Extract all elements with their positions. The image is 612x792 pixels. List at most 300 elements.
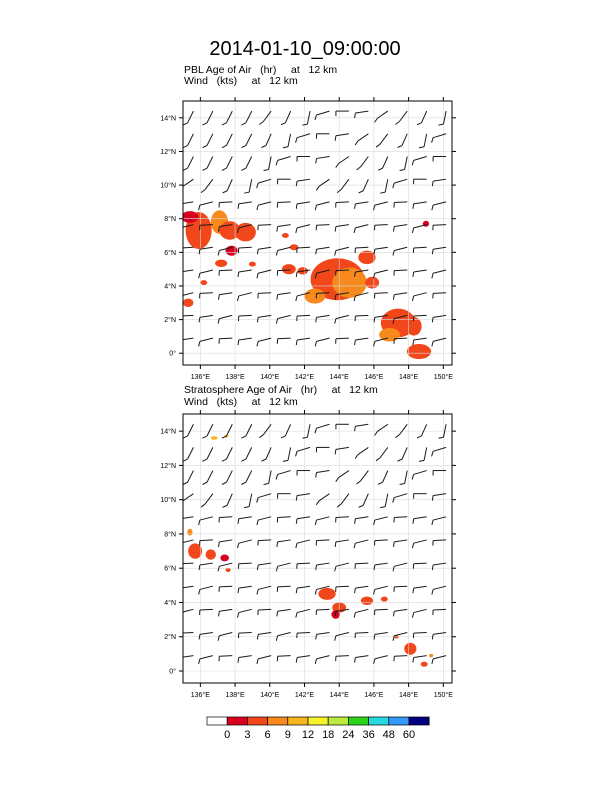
wind-barb <box>278 338 291 339</box>
wind-barb <box>258 563 271 565</box>
wind-barb-feather <box>238 204 239 209</box>
wind-barb-feather <box>257 249 258 254</box>
wind-barb <box>226 471 232 483</box>
wind-barb <box>219 202 232 203</box>
wind-barb <box>375 563 388 565</box>
shaded-region <box>188 543 202 558</box>
x-tick-label: 136°E <box>190 374 210 381</box>
shaded-region <box>282 233 289 238</box>
wind-barb <box>246 156 252 168</box>
wind-barb <box>316 632 329 634</box>
shaded-region <box>181 211 198 223</box>
wind-barb <box>246 134 252 146</box>
wind-barb <box>200 540 213 541</box>
wind-barb <box>433 586 446 589</box>
wind-barb <box>355 632 368 633</box>
wind-barb <box>341 494 349 504</box>
colorbar-label: 3 <box>244 729 251 741</box>
wind-barb-feather <box>393 183 395 188</box>
colorbar-swatch <box>348 717 368 725</box>
wind-barb <box>188 471 194 483</box>
wind-barb-feather <box>357 481 361 484</box>
wind-barb <box>316 656 329 659</box>
wind-barb-feather <box>380 507 385 508</box>
wind-barb <box>258 293 271 294</box>
wind-barb-feather <box>296 613 297 618</box>
wind-barb <box>361 156 369 166</box>
wind-barb <box>336 656 349 657</box>
wind-barb-feather <box>400 169 405 170</box>
wind-barb <box>414 540 427 543</box>
wind-barb <box>288 134 291 147</box>
shaded-region <box>187 529 192 536</box>
wind-barb-feather <box>276 566 277 571</box>
wind-barb-feather <box>276 160 278 165</box>
wind-barb <box>180 563 193 564</box>
wind-barb-feather <box>335 251 336 256</box>
wind-barb <box>394 540 407 542</box>
wind-barb <box>258 586 271 589</box>
wind-barb <box>433 447 446 451</box>
wind-barb <box>316 424 329 428</box>
wind-barb-feather <box>296 451 298 456</box>
wind-barb <box>433 225 446 226</box>
wind-barb <box>219 656 232 657</box>
wind-barb <box>200 586 213 589</box>
wind-barb-feather <box>296 272 297 277</box>
wind-barb-feather <box>264 484 269 485</box>
shaded-region <box>423 221 429 227</box>
wind-barb-feather <box>203 168 208 170</box>
wind-barb <box>394 563 407 566</box>
wind-barb <box>316 315 329 317</box>
wind-barb <box>358 134 368 141</box>
wind-barb-feather <box>412 474 414 479</box>
wind-barb-feather <box>316 317 317 322</box>
wind-barb <box>316 609 329 610</box>
x-tick-label: 142°E <box>294 374 315 381</box>
wind-barb-feather <box>257 634 258 639</box>
wind-barb <box>394 609 407 611</box>
wind-barb <box>399 111 407 121</box>
wind-barb-feather <box>412 296 413 301</box>
y-tick-label: 12°N <box>160 462 176 470</box>
y-tick-label: 6°N <box>164 249 176 257</box>
wind-barb <box>433 494 446 496</box>
wind-barb <box>414 517 427 519</box>
panel2-subtitle: Wind (kts) at 12 km <box>184 396 298 408</box>
wind-barb-feather <box>413 340 414 345</box>
wind-barb-feather <box>359 191 364 193</box>
wind-barb <box>258 517 271 520</box>
wind-barb-feather <box>296 296 297 301</box>
x-tick-label: 142°E <box>294 692 315 699</box>
colorbar-label: 60 <box>402 729 416 741</box>
wind-barb <box>200 656 213 659</box>
y-tick-label: 8°N <box>164 216 176 224</box>
wind-barb <box>414 315 427 316</box>
wind-barb <box>414 338 427 340</box>
wind-barb <box>200 202 213 205</box>
wind-barb-feather <box>315 115 317 120</box>
wind-barb <box>258 632 271 634</box>
wind-barb-feather <box>179 296 180 301</box>
wind-barb-feather <box>257 659 258 664</box>
wind-barb <box>433 656 446 659</box>
wind-barb-feather <box>432 520 433 525</box>
wind-barb <box>377 111 387 118</box>
wind-barb-feather <box>432 317 433 322</box>
wind-barb <box>207 111 213 123</box>
wind-barb <box>249 494 252 507</box>
wind-barb <box>219 563 232 566</box>
wind-barb <box>266 134 271 146</box>
wind-barb-feather <box>199 565 200 570</box>
wind-barb-feather <box>315 659 316 664</box>
wind-barb <box>219 632 232 635</box>
wind-barb-feather <box>316 158 317 163</box>
wind-barb-feather <box>276 474 278 479</box>
x-tick-label: 136°E <box>190 692 210 699</box>
wind-barb-feather <box>183 123 188 125</box>
wind-barb <box>394 225 407 227</box>
wind-barb <box>297 656 310 658</box>
x-tick-label: 148°E <box>399 692 419 699</box>
wind-barb-feather <box>223 191 228 193</box>
wind-barb <box>355 225 368 228</box>
wind-barb-feather <box>203 145 208 147</box>
wind-barb-feather <box>335 227 336 232</box>
wind-barb-feather <box>241 145 246 147</box>
wind-barb-feather <box>199 634 200 639</box>
colorbar-label: 12 <box>301 729 315 741</box>
wind-barb-feather <box>296 204 297 209</box>
wind-barb <box>358 447 368 454</box>
wind-barb <box>278 156 291 160</box>
wind-barb-feather <box>376 458 380 461</box>
wind-barb-feather <box>203 123 208 125</box>
wind-barb-feather <box>203 459 208 461</box>
wind-barb-feather <box>355 455 358 459</box>
colorbar <box>207 717 429 741</box>
wind-barb <box>336 247 349 250</box>
wind-barb <box>385 494 388 507</box>
wind-barb <box>394 656 407 657</box>
wind-barb <box>355 586 368 588</box>
wind-barb-feather <box>316 501 319 505</box>
wind-barb <box>316 247 329 249</box>
wind-barb-feather <box>375 431 378 435</box>
figure-title: 2014-01-10_09:00:00 <box>209 38 401 60</box>
wind-barb-feather <box>412 228 413 233</box>
wind-barb-feather <box>276 251 277 256</box>
wind-barb <box>297 540 310 543</box>
shaded-region <box>381 596 388 601</box>
wind-barb <box>239 247 252 248</box>
x-tick-label: 138°E <box>225 692 245 699</box>
x-tick-label: 144°E <box>329 692 349 699</box>
wind-barb-feather <box>241 436 246 438</box>
wind-barb <box>394 494 407 498</box>
wind-barb-feather <box>432 451 434 456</box>
wind-barb-feather <box>283 147 288 148</box>
wind-barb-feather <box>393 611 394 616</box>
wind-barb <box>394 517 407 518</box>
wind-barb <box>336 447 349 449</box>
wind-barb <box>375 609 388 610</box>
wind-barb-feather <box>222 123 227 125</box>
wind-barb <box>355 315 368 316</box>
wind-barb-feather <box>432 181 433 186</box>
x-tick-label: 150°E <box>433 374 453 381</box>
wind-barb <box>278 293 291 295</box>
shaded-region <box>304 288 325 303</box>
colorbar-label: 48 <box>382 729 395 741</box>
wind-barb-feather <box>180 519 181 524</box>
wind-barb <box>297 247 310 248</box>
wind-barb <box>433 517 446 520</box>
wind-barb <box>336 517 349 518</box>
wind-barb-feather <box>219 542 220 547</box>
wind-barb <box>414 156 427 160</box>
wind-barb <box>433 134 446 138</box>
wind-barb <box>402 134 407 146</box>
wind-barb <box>414 471 427 475</box>
wind-barb <box>297 202 310 204</box>
wind-barb <box>433 338 446 341</box>
wind-barb-feather <box>438 437 443 438</box>
wind-barb <box>200 315 213 317</box>
wind-barb <box>226 156 232 168</box>
wind-barb-feather <box>199 341 200 346</box>
wind-barb-feather <box>359 505 364 507</box>
wind-barb <box>375 540 388 541</box>
wind-barb-feather <box>413 588 414 593</box>
wind-barb <box>316 338 329 341</box>
wind-barb-feather <box>335 136 336 141</box>
wind-barb-feather <box>281 436 286 438</box>
wind-barb <box>239 586 252 588</box>
wind-barb <box>405 156 408 169</box>
wind-barb <box>414 609 427 612</box>
x-tick-label: 140°E <box>260 692 280 699</box>
wind-barb <box>188 424 194 436</box>
wind-barb <box>316 202 329 205</box>
wind-barb <box>405 471 408 484</box>
wind-barb-feather <box>296 588 297 593</box>
wind-barb-feather <box>417 123 422 125</box>
wind-barb <box>297 494 310 496</box>
wind-barb-feather <box>199 317 200 322</box>
wind-barb <box>219 517 232 518</box>
colorbar-label: 24 <box>342 729 355 741</box>
wind-barb <box>375 202 388 205</box>
wind-barb-feather <box>180 272 181 277</box>
wind-barb <box>285 111 290 123</box>
wind-barb-feather <box>393 498 395 503</box>
wind-barb-feather <box>180 340 181 345</box>
y-tick-label: 2°N <box>164 634 176 642</box>
wind-barb <box>239 540 252 543</box>
wind-barb <box>336 225 349 227</box>
wind-barb <box>355 247 368 248</box>
wind-barb <box>361 471 369 481</box>
wind-barb-feather <box>296 519 297 524</box>
wind-barb <box>355 517 368 519</box>
wind-barb <box>258 270 271 273</box>
y-tick-label: 14°N <box>160 428 176 436</box>
wind-barb <box>258 225 271 226</box>
wind-barb <box>307 424 310 437</box>
wind-barb-feather <box>398 459 403 461</box>
wind-barb-feather <box>223 505 228 507</box>
wind-barb-feather <box>179 228 180 233</box>
wind-barb <box>180 517 193 519</box>
wind-barb-feather <box>354 228 355 233</box>
wind-barb <box>336 632 349 635</box>
wind-barb-feather <box>432 565 433 570</box>
wind-barb <box>443 424 446 437</box>
wind-barb <box>297 315 310 316</box>
wind-barb-feather <box>355 340 356 345</box>
colorbar-swatch <box>227 717 247 725</box>
wind-barb-feather <box>257 498 259 503</box>
wind-barb <box>414 247 427 248</box>
wind-barb <box>226 134 232 146</box>
colorbar-swatch <box>247 717 267 725</box>
wind-barb-feather <box>201 504 205 507</box>
wind-barb-feather <box>315 520 316 525</box>
wind-barb-feather <box>218 566 219 571</box>
wind-barb <box>394 338 407 339</box>
wind-barb-feather <box>302 437 307 438</box>
wind-barb-feather <box>222 168 227 170</box>
wind-barb-feather <box>203 482 208 484</box>
wind-barb <box>188 447 194 459</box>
wind-barb-feather <box>296 543 297 548</box>
wind-barb-feather <box>219 295 220 300</box>
wind-barb <box>383 471 388 483</box>
wind-barb-feather <box>354 613 355 618</box>
wind-barb-feather <box>241 482 246 484</box>
wind-barb-feather <box>257 317 258 322</box>
wind-barb <box>394 586 407 587</box>
wind-barb <box>180 270 193 272</box>
wind-barb-feather <box>257 341 258 346</box>
y-tick-label: 4°N <box>164 599 176 607</box>
wind-barb-feather <box>241 459 246 461</box>
wind-barb <box>375 517 388 520</box>
wind-barb <box>278 563 291 566</box>
x-tick-label: 140°E <box>260 374 280 381</box>
wind-barb-feather <box>378 168 383 170</box>
wind-barb <box>336 315 349 318</box>
wind-barb <box>414 656 427 658</box>
wind-barb-feather <box>179 543 180 548</box>
y-tick-label: 6°N <box>164 565 176 573</box>
wind-barb <box>219 270 232 271</box>
wind-barb-feather <box>413 272 414 277</box>
wind-barb <box>239 609 252 612</box>
wind-barb-feather <box>257 205 258 210</box>
wind-barb-feather <box>277 611 278 616</box>
wind-barb-feather <box>201 190 205 193</box>
wind-barb-feather <box>203 436 208 438</box>
wind-barb <box>219 586 232 587</box>
wind-barb <box>414 563 427 564</box>
wind-barb-feather <box>432 659 433 664</box>
wind-barb <box>336 202 349 203</box>
wind-barb <box>278 225 291 227</box>
wind-barb <box>180 609 193 612</box>
wind-barb <box>297 447 310 451</box>
colorbar-label: 6 <box>264 729 271 741</box>
wind-barb <box>339 471 349 478</box>
wind-barb <box>200 632 213 634</box>
wind-barb-feather <box>257 565 258 570</box>
wind-barb-feather <box>219 611 220 616</box>
wind-barb <box>316 517 329 520</box>
colorbar-swatch <box>207 717 227 725</box>
wind-barb <box>297 517 310 519</box>
wind-barb-feather <box>222 459 227 461</box>
wind-barb <box>394 247 407 250</box>
wind-barb <box>433 315 446 317</box>
wind-barb-feather <box>395 121 399 124</box>
wind-barb-feather <box>355 519 356 524</box>
plot-frame <box>183 414 452 683</box>
wind-barb <box>180 293 193 296</box>
wind-barb <box>355 424 368 426</box>
wind-barb-feather <box>277 542 278 547</box>
wind-barb <box>433 563 446 565</box>
wind-barb-feather <box>222 482 227 484</box>
wind-barb <box>402 447 407 459</box>
wind-barb <box>278 471 291 475</box>
wind-barb <box>180 632 193 633</box>
wind-barb <box>278 247 291 250</box>
wind-barb-feather <box>296 228 297 233</box>
wind-barb <box>433 179 446 181</box>
wind-barb-feather <box>259 435 263 438</box>
wind-barb <box>278 609 291 611</box>
wind-barb-feather <box>183 145 188 147</box>
wind-barb-feather <box>277 227 278 232</box>
wind-barb <box>336 540 349 542</box>
y-tick-label: 10°N <box>160 497 176 505</box>
wind-barb-feather <box>264 169 269 170</box>
wind-barb <box>316 471 329 473</box>
wind-barb <box>380 134 388 144</box>
wind-barb-feather <box>412 543 413 548</box>
wind-barb-feather <box>257 520 258 525</box>
wind-barb <box>180 202 193 204</box>
wind-barb-feather <box>335 566 336 571</box>
x-tick-label: 144°E <box>329 374 349 381</box>
wind-barb <box>355 563 368 564</box>
wind-barb <box>180 315 193 316</box>
wind-barb <box>258 315 271 317</box>
x-tick-label: 146°E <box>364 374 384 381</box>
wind-barb-feather <box>395 435 399 438</box>
wind-barb-feather <box>257 589 258 594</box>
wind-barb <box>207 471 213 483</box>
wind-barb <box>375 225 388 226</box>
wind-barb <box>316 225 329 226</box>
wind-barb <box>375 270 388 273</box>
wind-barb-feather <box>432 341 433 346</box>
shaded-region <box>332 267 367 297</box>
